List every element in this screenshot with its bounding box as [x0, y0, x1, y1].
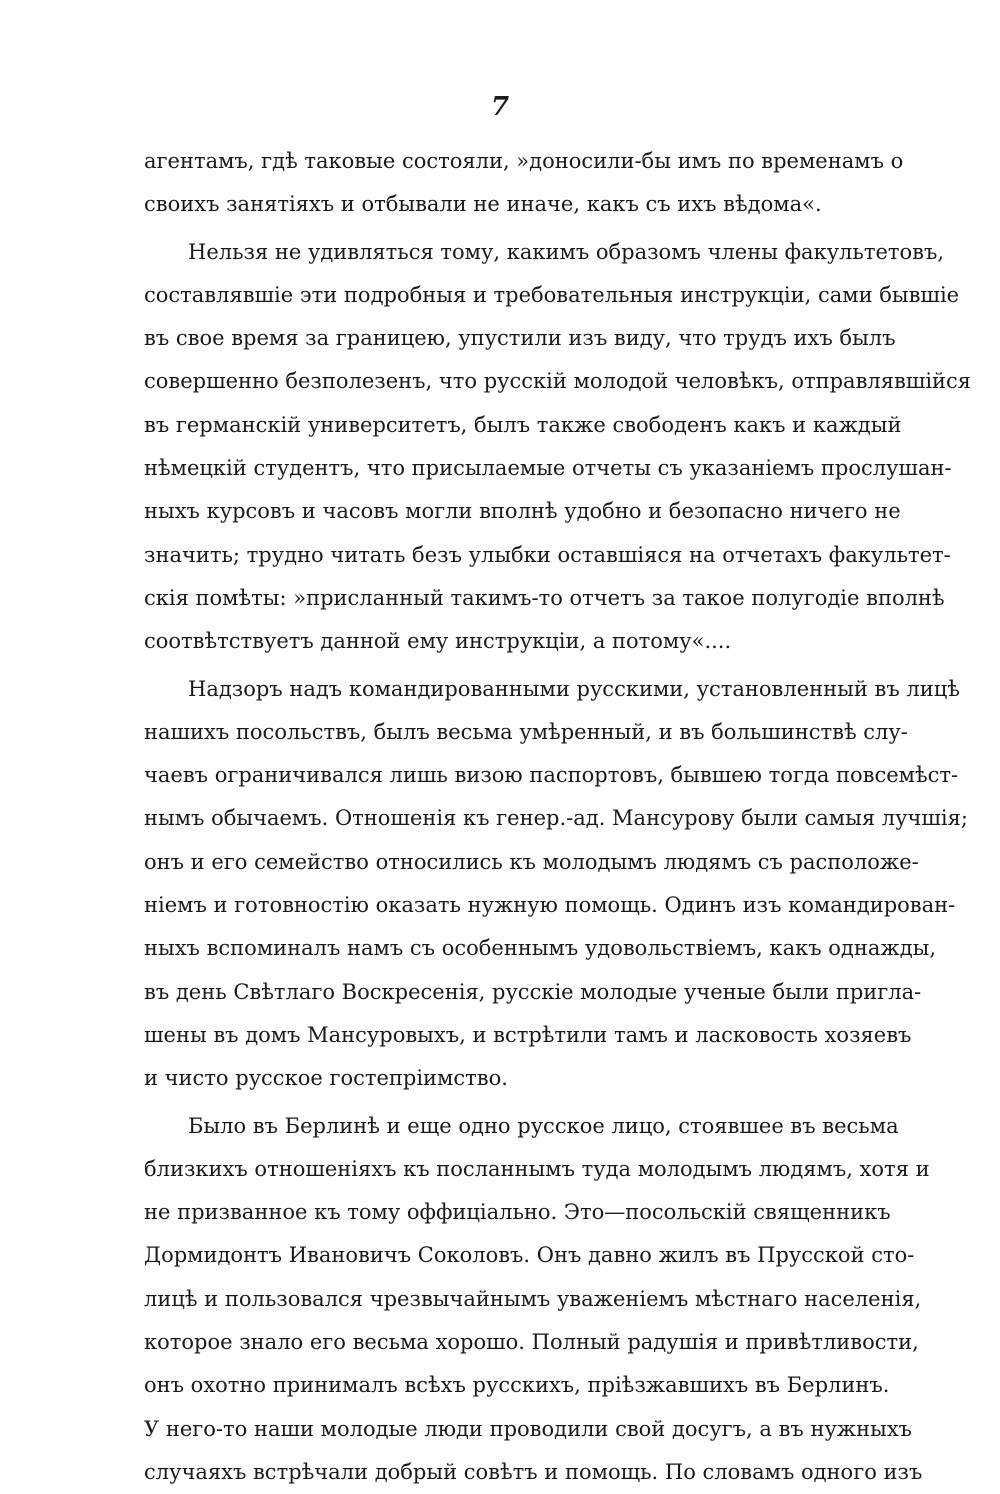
- text-line: соотвѣтствуетъ данной ему инструкціи, а потому«....: [144, 629, 732, 654]
- text-line: случаяхъ встрѣчали добрый совѣтъ и помощь. По словамъ одного изъ: [144, 1459, 923, 1484]
- text-line: совершенно безполезенъ, что русскій молодой человѣкъ, отправлявшійся: [144, 369, 972, 394]
- text-line: агентамъ, гдѣ таковые состояли, »доносили-бы имъ по временамъ о: [144, 149, 904, 173]
- text-line: чаевъ ограничивался лишь визою паспортовъ, бывшею тогда повсемѣст-: [144, 763, 959, 788]
- text-line: нашихъ посольствъ, былъ весьма умѣренный, и въ большинствѣ слу-: [144, 719, 908, 744]
- text-line: въ германскій университетъ, былъ также свободенъ какъ и каждый: [144, 412, 902, 437]
- page-number: 7: [490, 92, 510, 122]
- text-line: У него-то наши молодые люди проводили свой досугъ, а въ нужныхъ: [144, 1416, 913, 1441]
- text-line: ныхъ вспоминалъ намъ съ особеннымъ удовольствіемъ, какъ однажды,: [144, 936, 937, 961]
- text-line: Надзоръ надъ командированными русскими, установленный въ лицѣ: [188, 676, 960, 701]
- text-line: онъ и его семейство относились къ молодымъ людямъ съ расположе-: [144, 849, 919, 874]
- text-line: не призванное къ тому оффиціально. Это—посольскій священникъ: [144, 1200, 891, 1225]
- text-line: Было въ Берлинѣ и еще одно русское лицо, стоявшее въ весьма: [188, 1113, 899, 1138]
- text-line: Нельзя не удивляться тому, какимъ образомъ члены факультетовъ,: [188, 239, 944, 264]
- text-line: ніемъ и готовностію оказать нужную помощь. Одинъ изъ командирован-: [144, 893, 956, 918]
- text-line: Дормидонтъ Ивановичъ Соколовъ. Онъ давно жилъ въ Прусской сто-: [144, 1243, 915, 1268]
- text-line: онъ охотно принималъ всѣхъ русскихъ, пріѣзжавшихъ въ Берлинъ.: [144, 1373, 890, 1398]
- text-line: которое знало его весьма хорошо. Полный радушія и привѣтливости,: [144, 1330, 919, 1355]
- text-line: въ свое время за границею, упустили изъ виду, что трудъ ихъ былъ: [144, 326, 896, 351]
- text-line: близкихъ отношеніяхъ къ посланнымъ туда молодымъ людямъ, хотя и: [144, 1156, 930, 1181]
- text-line: нѣмецкій студентъ, что присылаемые отчеты съ указаніемъ прослушан-: [144, 456, 952, 481]
- text-line: своихъ занятіяхъ и отбывали не иначе, какъ съ ихъ вѣдома«.: [144, 192, 822, 217]
- text-line: лицѣ и пользовался чрезвычайнымъ уваженіемъ мѣстнаго населенія,: [144, 1286, 922, 1311]
- text-line: шены въ домъ Мансуровыхъ, и встрѣтили тамъ и ласковость хозяевъ: [144, 1022, 912, 1047]
- text-line: составлявшіе эти подробныя и требовательныя инструкціи, сами бывшіе: [144, 282, 960, 307]
- text-line: въ день Свѣтлаго Воскресенія, русскіе молодые ученые были пригла-: [144, 979, 922, 1004]
- text-line: и чисто русское гостепріимство.: [144, 1066, 508, 1091]
- text-line: нымъ обычаемъ. Отношенія къ генер.-ад. Мансурову были самыя лучшія;: [144, 806, 968, 831]
- text-line: ныхъ курсовъ и часовъ могли вполнѣ удобно и безопасно ничего не: [144, 499, 901, 524]
- text-line: значить; трудно читать безъ улыбки оставшіяся на отчетахъ факультет-: [144, 542, 951, 567]
- text-line: скія помѣты: »присланный такимъ-то отчетъ за такое полугодіе вполнѣ: [144, 585, 945, 610]
- body-text: [144, 140, 972, 1494]
